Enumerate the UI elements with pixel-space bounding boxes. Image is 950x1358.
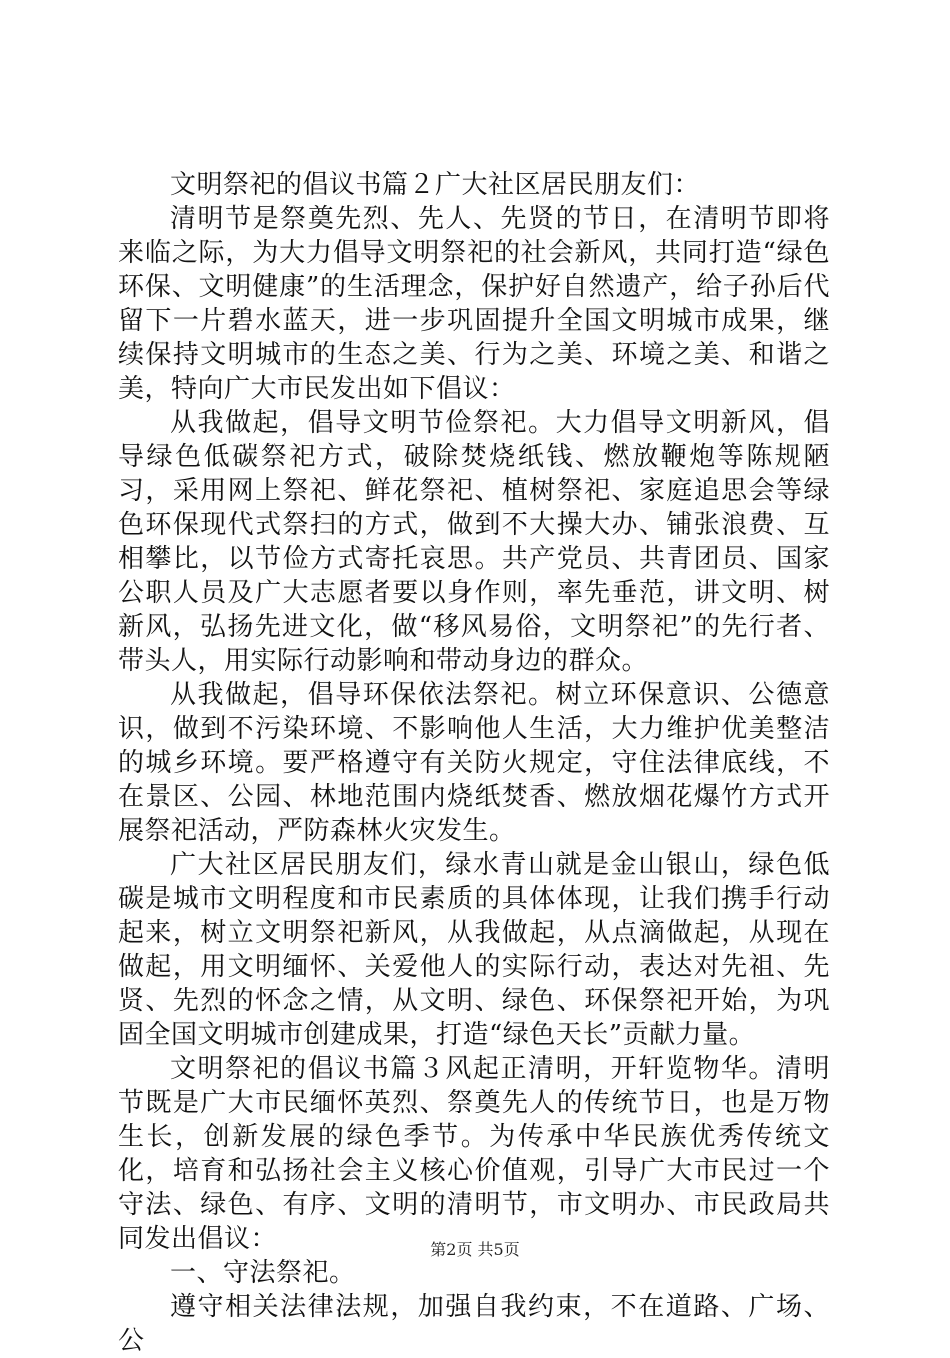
page-footer: 第2页 共5页 <box>430 1240 520 1259</box>
paragraph-title-3: 文明祭祀的倡议书篇３风起正清明，开轩览物华。清明节既是广大市民缅怀英烈、祭奠先人的传统节日，也是万物生长，创新发展的绿色季节。为传承中华民族优秀传统文化，培育和弘扬社会主义核心价值观，引导广大市民过一个守法、绿色、有序、文明的清明节，市文明办、市民政局共同发出倡议： <box>118 1054 830 1254</box>
section-heading-1: 一、守法祭祀。 <box>170 1258 356 1288</box>
document-body <box>118 168 830 1358</box>
paragraph-eco: 从我做起，倡导环保依法祭祀。树立环保意识、公德意识，做到不污染环境、不影响他人生活，大力维护优美整洁的城乡环境。要严格遵守有关防火规定，守住法律底线，不在景区、公园、林地范围内烧纸焚香、燃放烟花爆竹方式开展祭祀活动，严防森林火灾发生。 <box>118 680 830 846</box>
paragraph-closing: 广大社区居民朋友们，绿水青山就是金山银山，绿色低碳是城市文明程度和市民素质的具体体现，让我们携手行动起来，树立文明祭祀新风，从我做起，从点滴做起，从现在做起，用文明缅怀、关爱他人的实际行动，表达对先祖、先贤、先烈的怀念之情，从文明、绿色、环保祭祀开始，为巩固全国文明城市创建成果，打造“绿色天长”贡献力量。 <box>118 850 830 1050</box>
paragraph-frugal: 从我做起，倡导文明节俭祭祀。大力倡导文明新风，倡导绿色低碳祭祀方式，破除焚烧纸钱、燃放鞭炮等陈规陋习，采用网上祭祀、鲜花祭祀、植树祭祀、家庭追思会等绿色环保现代式祭扫的方式，做到不大操大办、铺张浪费、互相攀比，以节俭方式寄托哀思。共产党员、共青团员、国家公职人员及广大志愿者要以身作则，率先垂范，讲文明、树新风，弘扬先进文化，做“移风易俗，文明祭祀”的先行者、带头人，用实际行动影响和带动身边的群众。 <box>118 408 830 676</box>
paragraph-law: 遵守相关法律法规，加强自我约束，不在道路、广场、公 <box>118 1292 830 1356</box>
paragraph-intro: 清明节是祭奠先烈、先人、先贤的节日，在清明节即将来临之际，为大力倡导文明祭祀的社会新风，共同打造“绿色环保、文明健康”的生活理念，保护好自然遗产，给子孙后代留下一片碧水蓝天，进一步巩固提升全国文明城市成果，继续保持文明城市的生态之美、行为之美、环境之美、和谐之美，特向广大市民发出如下倡议： <box>118 204 830 404</box>
paragraph-title-2: 文明祭祀的倡议书篇２广大社区居民朋友们： <box>170 170 701 200</box>
